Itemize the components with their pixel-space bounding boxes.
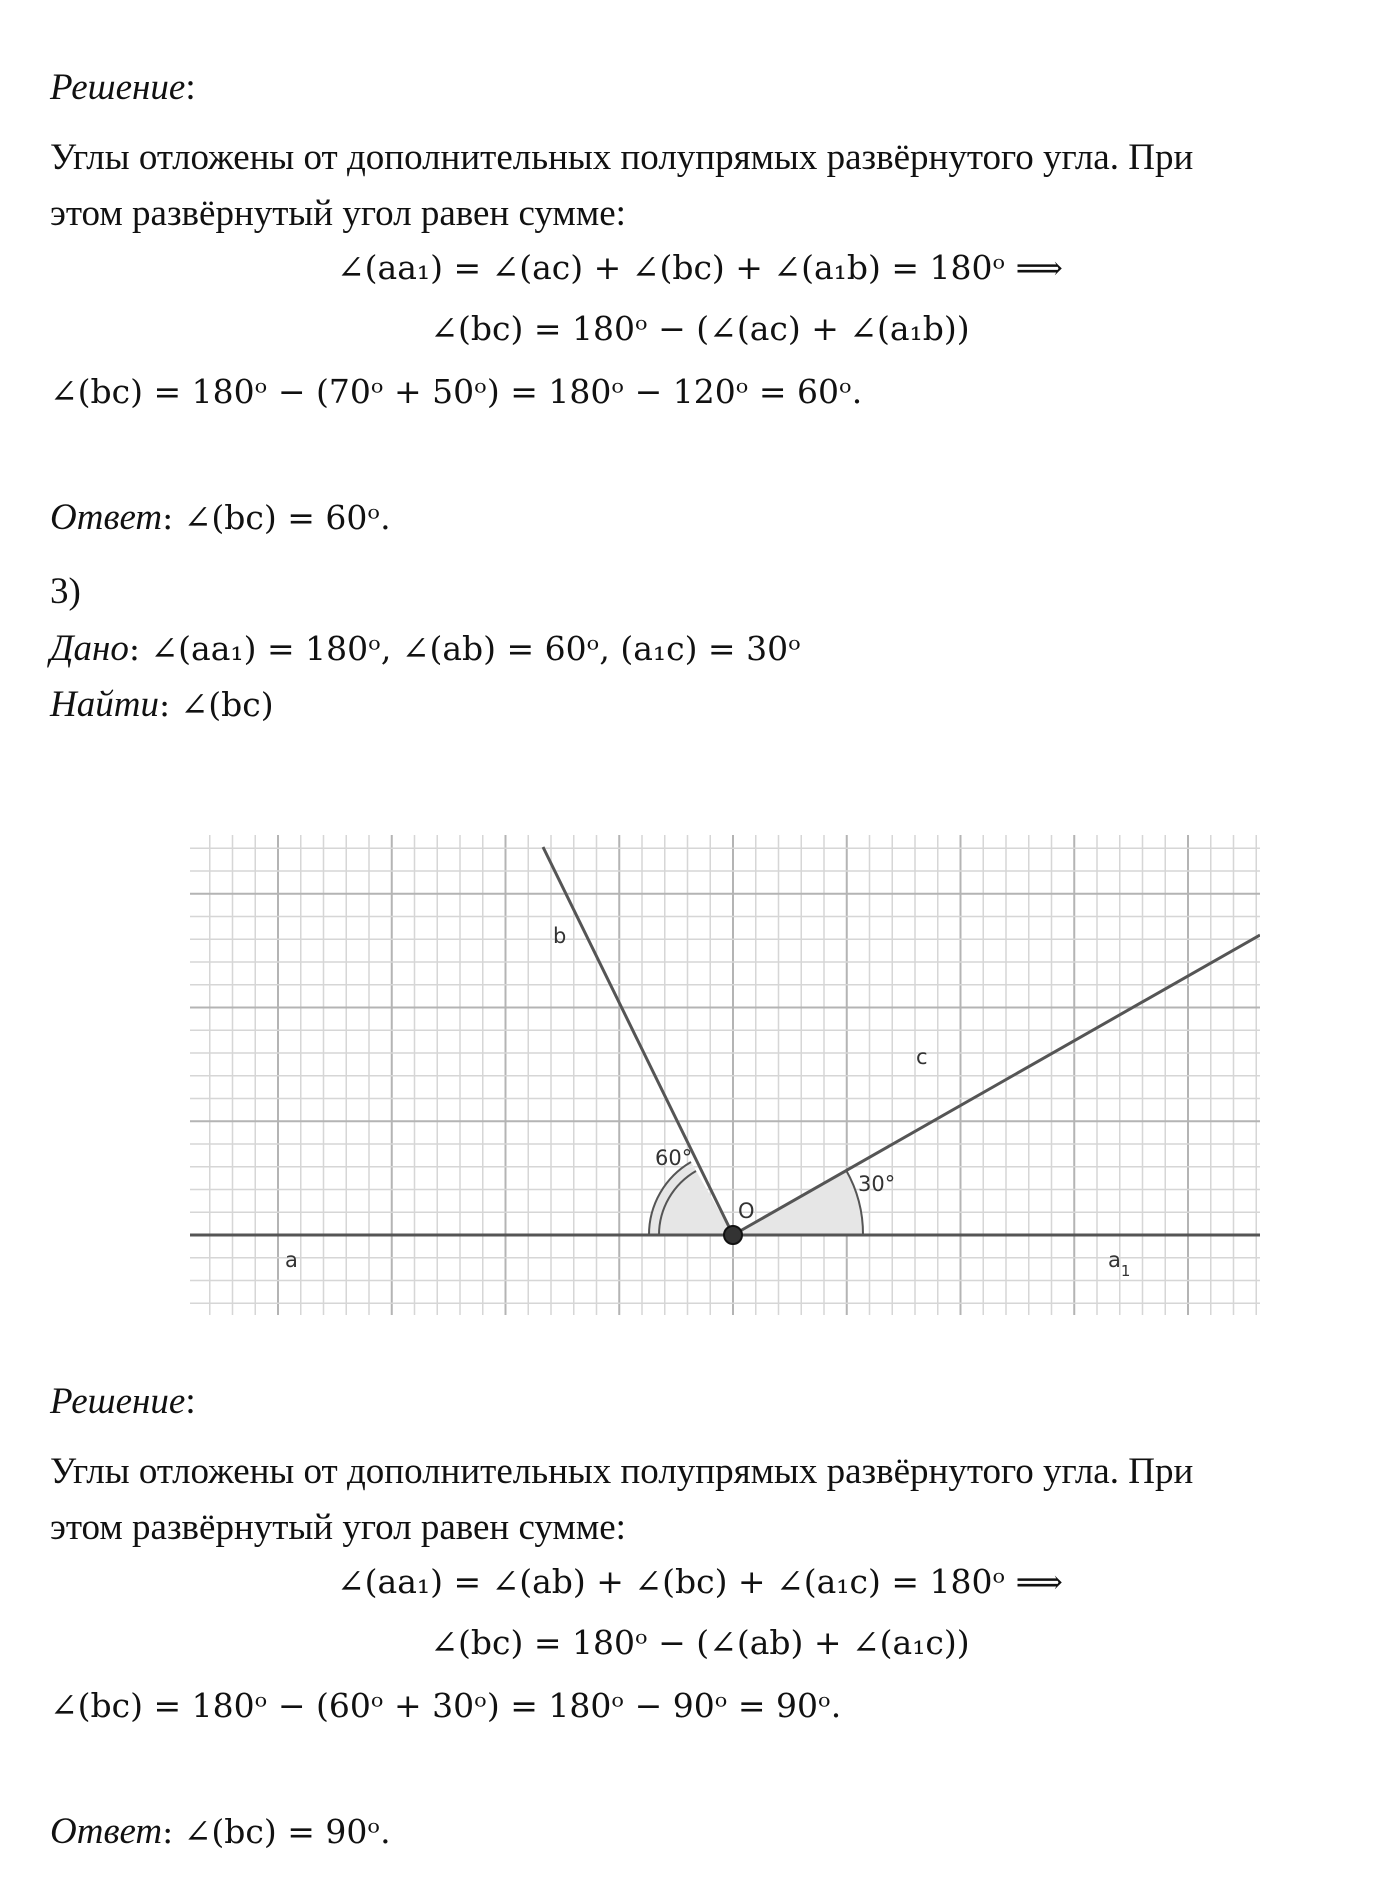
paragraph-line: Углы отложены от дополнительных полупрямых развёрнутого угла. При bbox=[50, 1451, 1194, 1492]
solution-label: Решение bbox=[50, 1381, 186, 1422]
label-a1-sub: 1 bbox=[1120, 1262, 1131, 1280]
solution-heading-1 bbox=[50, 66, 196, 110]
answer-value: : ∠(bc) = 90ᵒ. bbox=[162, 1812, 391, 1851]
task-number: 3) bbox=[50, 571, 81, 612]
answer-label: Ответ bbox=[50, 497, 163, 538]
solution-label: Решение bbox=[50, 67, 186, 108]
ray-b bbox=[543, 847, 733, 1235]
grid bbox=[190, 835, 1260, 1315]
label-c: c bbox=[916, 1045, 928, 1069]
solution-heading-2 bbox=[50, 1380, 196, 1424]
angle-ab-label: 60° bbox=[655, 1146, 693, 1170]
answer-1 bbox=[50, 496, 391, 540]
answer-label: Ответ bbox=[50, 1811, 163, 1852]
formula: ∠(bc) = 180ᵒ − (∠(ab) + ∠(a₁c)) bbox=[430, 1623, 970, 1662]
formula: ∠(aa₁) = ∠(ac) + ∠(bc) + ∠(a₁b) = 180ᵒ ⟹ bbox=[337, 248, 1063, 287]
answer-2 bbox=[50, 1810, 391, 1854]
angle-a1c-label: 30° bbox=[858, 1172, 896, 1196]
find-value: : ∠(bc) bbox=[158, 685, 274, 724]
paragraph-line: этом развёрнутый угол равен сумме: bbox=[50, 193, 626, 234]
label-a1-main: a bbox=[1108, 1248, 1121, 1272]
angle-diagram bbox=[190, 835, 1260, 1315]
paragraph-line: этом развёрнутый угол равен сумме: bbox=[50, 1507, 626, 1548]
formula: ∠(aa₁) = ∠(ab) + ∠(bc) + ∠(a₁c) = 180ᵒ ⟹ bbox=[337, 1562, 1063, 1601]
solution-colon: : bbox=[185, 1381, 196, 1422]
label-o: O bbox=[738, 1199, 755, 1223]
label-b: b bbox=[553, 924, 567, 948]
label-a: a bbox=[285, 1248, 298, 1272]
solution-colon: : bbox=[185, 67, 196, 108]
given-value: : ∠(aa₁) = 180ᵒ, ∠(ab) = 60ᵒ, (a₁c) = 30ᵒ bbox=[128, 629, 801, 668]
answer-value: : ∠(bc) = 60ᵒ. bbox=[162, 498, 391, 537]
find-line bbox=[50, 683, 274, 727]
formula: ∠(bc) = 180ᵒ − (∠(ac) + ∠(a₁b)) bbox=[430, 309, 970, 348]
formula: ∠(bc) = 180ᵒ − (70ᵒ + 50ᵒ) = 180ᵒ − 120ᵒ = 60ᵒ. bbox=[50, 372, 863, 411]
find-label: Найти bbox=[50, 684, 159, 725]
given-label: Дано bbox=[50, 628, 129, 669]
formula: ∠(bc) = 180ᵒ − (60ᵒ + 30ᵒ) = 180ᵒ − 90ᵒ = 90ᵒ. bbox=[50, 1686, 842, 1725]
point-o bbox=[724, 1226, 742, 1244]
given-line bbox=[50, 627, 801, 671]
paragraph-line: Углы отложены от дополнительных полупрямых развёрнутого угла. При bbox=[50, 137, 1194, 178]
